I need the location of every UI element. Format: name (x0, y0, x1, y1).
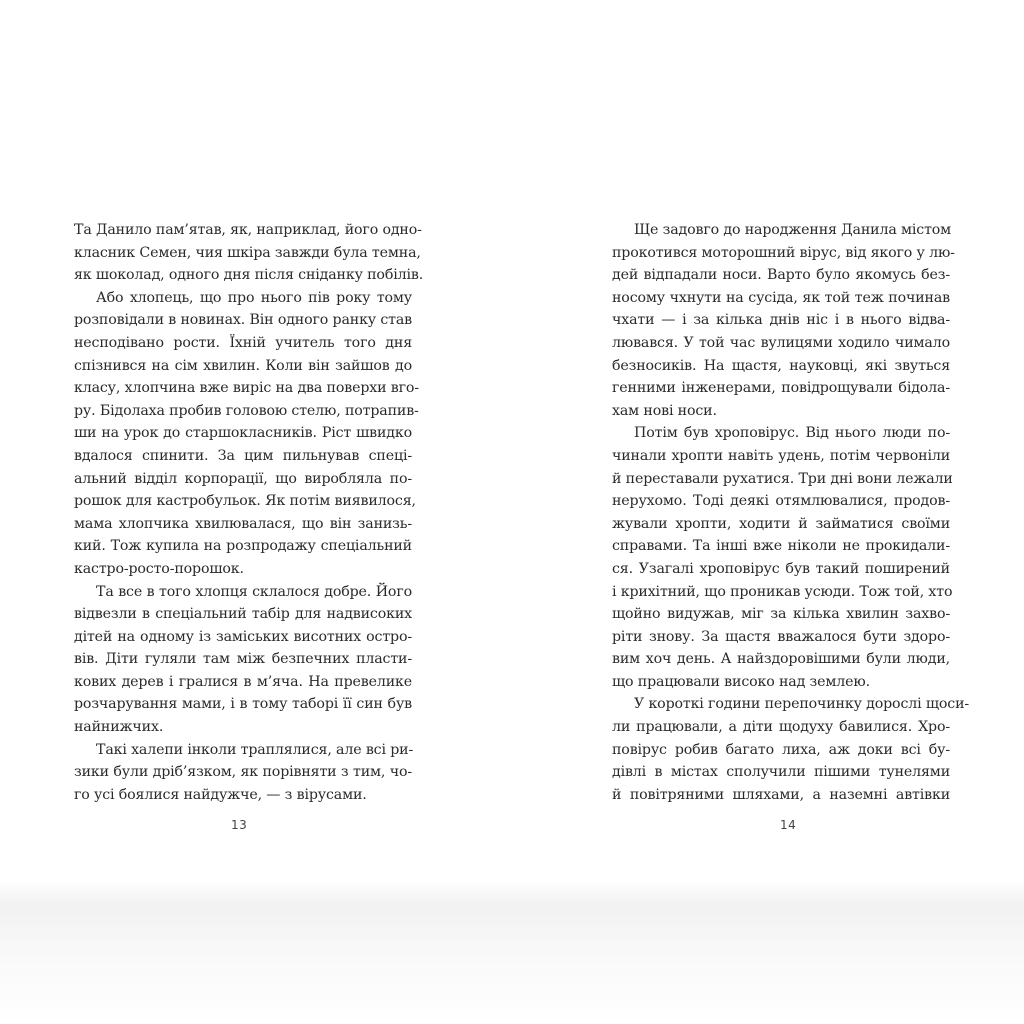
text-line: зики були дріб’язком, як порівняти з тим, чо- (74, 764, 412, 781)
text-line: розповідали в новинах. Він одного ранку став (74, 312, 412, 329)
text-line: лювався. У той час вулицями ходило чимало (612, 334, 950, 351)
text-line: дей відпадали носи. Варто було якомусь без- (612, 267, 950, 284)
text-line: кастро-росто-порошок. (74, 560, 244, 577)
left-page-text (74, 219, 424, 806)
text-line: ся. Узагалі хроповірус був такий поширений (612, 560, 950, 577)
text-line: чинали хропти навіть удень, потім червоніли (612, 447, 950, 464)
text-line: Ще задовго до народження Данила містом (634, 222, 952, 238)
text-line: ли працювали, а діти щодуху бавилися. Хро- (612, 719, 950, 736)
page-bottom-shadow (0, 880, 1024, 1024)
text-line: Такі халепи інколи траплялися, але всі ри- (96, 741, 414, 758)
text-line: мама хлопчика хвилювалася, що він занизь- (74, 515, 412, 532)
text-line: відвезли в спеціальний табір для надвисоких (74, 606, 412, 623)
text-line: безносиків. На щастя, науковці, які звуться (612, 357, 950, 374)
text-line: щойно видужав, міг за кілька хвилин захво- (612, 606, 950, 623)
text-line: й переставали рухатися. Три дні вони лежали (612, 470, 953, 487)
text-line: дітей на одному із заміських висотних остро- (74, 628, 412, 645)
text-line: чхати — і за кілька днів ніс і в нього відва- (612, 312, 950, 329)
text-line: кових дерев і гралися в м’яча. На превелике (74, 673, 412, 690)
text-line: класу, хлопчина вже виріс на два поверхи вго- (74, 380, 419, 397)
text-line: справами. Та інші вже ніколи не прокидали- (612, 538, 950, 555)
text-line: вим хоч день. А найздоровішими були люди, (612, 651, 950, 668)
text-line: генними інженерами, повідрощували бідола- (612, 380, 950, 397)
text-line: ріти знову. За щастя вважалося бути здоро- (612, 628, 950, 645)
text-line: спізнився на сім хвилин. Коли він зайшов до (74, 357, 412, 374)
text-line: прокотився моторошний вірус, від якого у лю- (612, 244, 955, 261)
text-line: найнижчих. (74, 719, 164, 736)
text-line: рошок для кастробульок. Як потім виявилося, (74, 493, 416, 510)
text-line: альний відділ корпорації, що виробляла по- (74, 470, 412, 487)
text-line: повірус робив багато лиха, аж доки всі бу- (612, 741, 950, 758)
right-page (612, 219, 970, 806)
text-line: ши на урок до старшокласників. Ріст швидко (74, 425, 412, 442)
right-page-text (612, 219, 970, 806)
text-line: і крихітний, що проникав усюди. Тож той, хто (612, 583, 953, 600)
text-line: носому чхнути на сусіда, як той теж починав (612, 289, 950, 306)
text-line: Потім був хроповірус. Від нього люди по- (634, 425, 950, 442)
text-line: кий. Тож купила на розпродажу спеціальний (74, 538, 412, 555)
text-line: несподівано рости. Їхній учитель того дня (74, 334, 412, 351)
text-line: й повітряними шляхами, а наземні автівки (612, 786, 950, 803)
text-line: Та все в того хлопця склалося добре. Його (96, 583, 412, 600)
text-line: ру. Бідолаха пробив головою стелю, потрапив- (74, 402, 419, 419)
text-line: Або хлопець, що про нього пів року тому (96, 289, 412, 306)
text-line: що працювали високо над землею. (612, 673, 870, 690)
text-line: У короткі години перепочинку дорослі щоси- (634, 696, 970, 713)
text-line: розчарування мами, і в тому таборі її син був (74, 696, 412, 713)
left-page-number: 13 (231, 818, 248, 832)
text-line: Та Данило пам’ятав, як, наприклад, його одно- (74, 222, 422, 238)
text-line: го усі боялися найдужче, — з вірусами. (74, 786, 367, 803)
right-page-number: 14 (780, 818, 797, 832)
text-line: жували хропти, ходити й займатися своїми (612, 515, 950, 532)
text-line: вів. Діти гуляли там між безпечних пласти- (74, 651, 412, 668)
text-line: хам нові носи. (612, 402, 717, 419)
text-line: нерухомо. Тоді деякі отямлювалися, продов- (612, 493, 950, 510)
text-line: як шоколад, одного дня після сніданку побілів. (74, 267, 424, 284)
text-line: дівлі в містах сполучили пішими тунелями (612, 764, 950, 781)
left-page (74, 219, 424, 806)
text-line: вдалося спинити. За цим пильнував спеці- (74, 447, 412, 464)
text-line: класник Семен, чия шкіра завжди була темна, (74, 244, 421, 261)
